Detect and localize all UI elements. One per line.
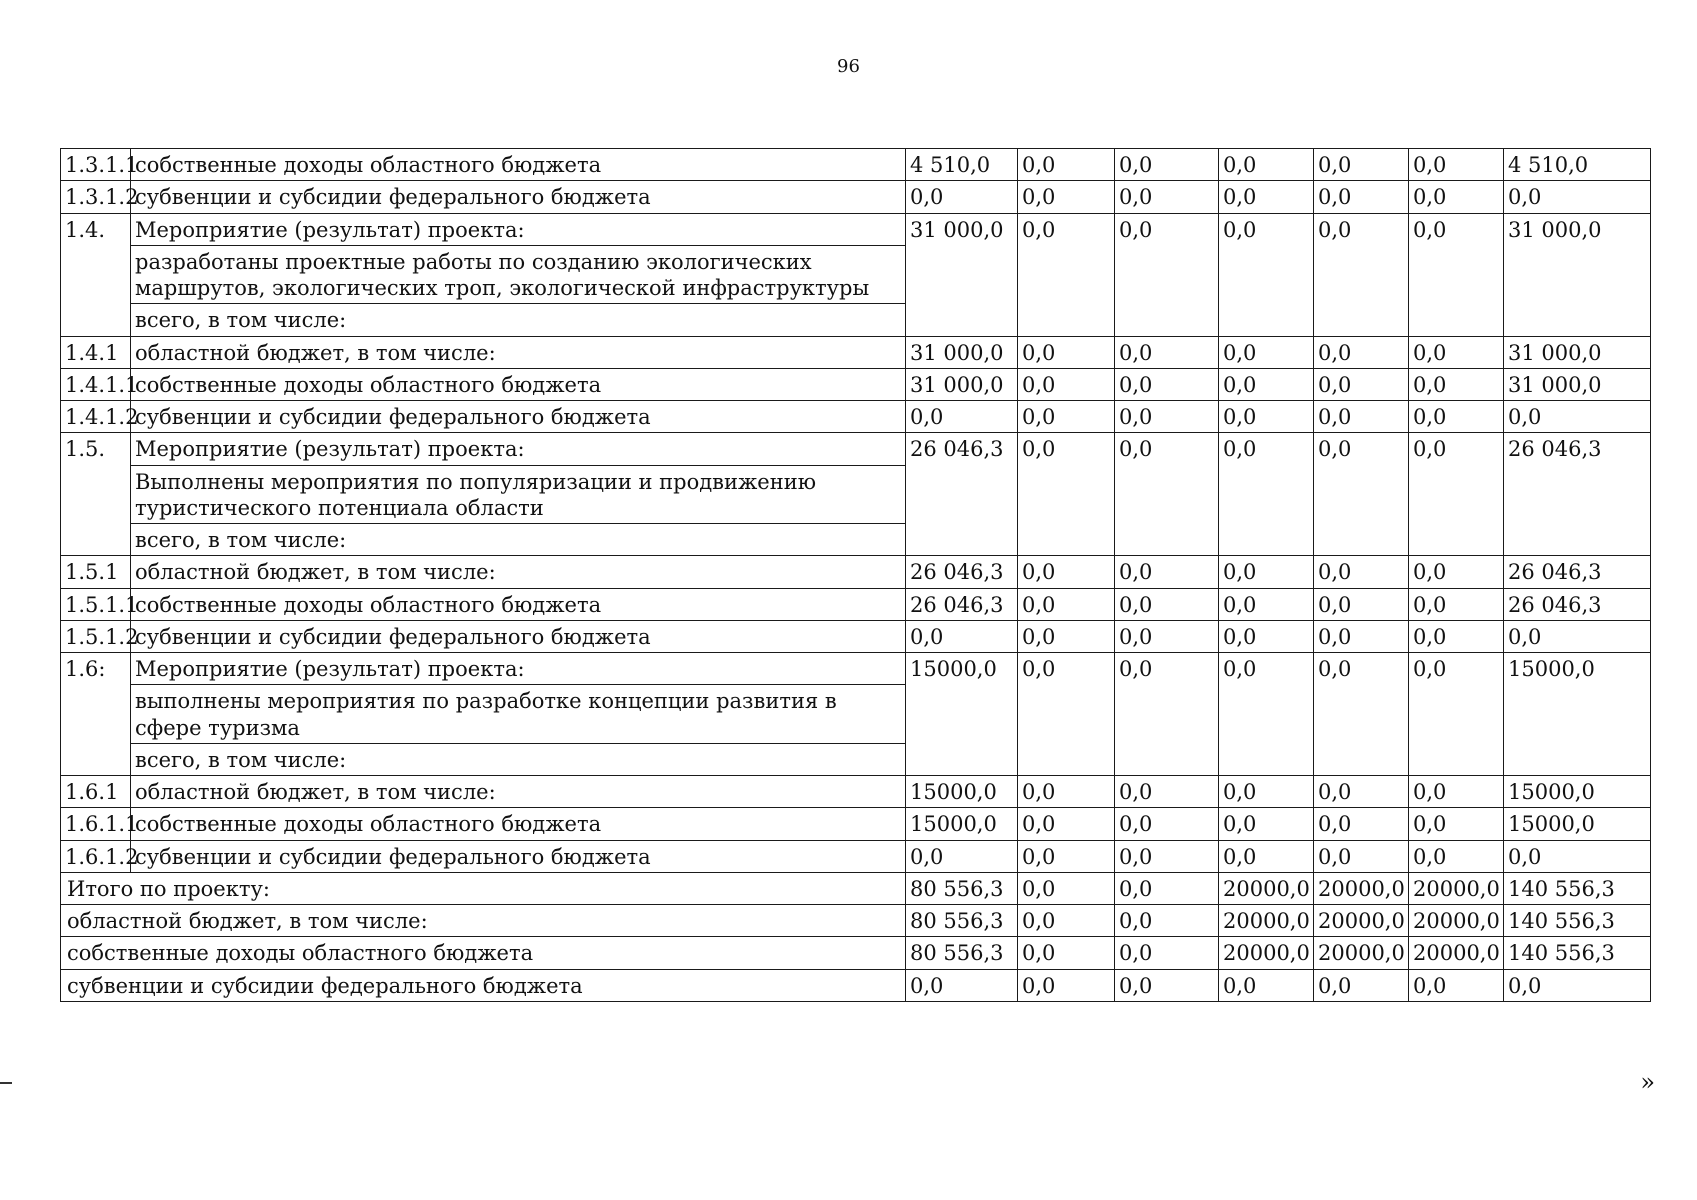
row-value: 31 000,0 — [1504, 213, 1651, 336]
row-value: 0,0 — [1018, 937, 1115, 969]
row-value: 0,0 — [1409, 433, 1504, 556]
table-row — [61, 808, 1651, 840]
row-value: 0,0 — [1115, 872, 1219, 904]
event-description: Выполнены мероприятия по популяризации и продвижению туристического потенциала области — [131, 465, 906, 524]
table-row-event — [61, 433, 1651, 465]
row-code: 1.6.1.2 — [61, 840, 131, 872]
row-value: 0,0 — [1504, 969, 1651, 1001]
table-row — [61, 556, 1651, 588]
row-label: собственные доходы областного бюджета — [131, 588, 906, 620]
row-value: 0,0 — [1115, 213, 1219, 336]
row-value: 0,0 — [1314, 556, 1409, 588]
row-value: 0,0 — [1115, 336, 1219, 368]
row-value: 0,0 — [1314, 368, 1409, 400]
row-value: 0,0 — [1115, 181, 1219, 213]
row-value: 0,0 — [1219, 368, 1314, 400]
row-value: 140 556,3 — [1504, 872, 1651, 904]
table-row — [61, 336, 1651, 368]
row-label: субвенции и субсидии федерального бюджета — [131, 401, 906, 433]
event-description: выполнены мероприятия по разработке концепции развития в сфере туризма — [131, 685, 906, 744]
row-value: 0,0 — [1314, 808, 1409, 840]
row-value: 20000,0 — [1409, 937, 1504, 969]
closing-quote: » — [1640, 1068, 1655, 1096]
row-value: 15000,0 — [1504, 776, 1651, 808]
total-label: областной бюджет, в том числе: — [61, 905, 906, 937]
row-value: 0,0 — [906, 969, 1018, 1001]
row-value: 0,0 — [1115, 969, 1219, 1001]
row-value: 0,0 — [1219, 840, 1314, 872]
row-code: 1.5. — [61, 433, 131, 556]
row-value: 26 046,3 — [1504, 433, 1651, 556]
row-value: 20000,0 — [1314, 905, 1409, 937]
row-value: 0,0 — [1115, 937, 1219, 969]
row-value: 0,0 — [1409, 556, 1504, 588]
table-row-total — [61, 969, 1651, 1001]
row-value: 0,0 — [1409, 776, 1504, 808]
row-value: 26 046,3 — [906, 433, 1018, 556]
row-value: 0,0 — [1115, 401, 1219, 433]
row-value: 140 556,3 — [1504, 937, 1651, 969]
row-value: 0,0 — [1219, 401, 1314, 433]
row-value: 0,0 — [1219, 556, 1314, 588]
event-total-label: всего, в том числе: — [131, 304, 906, 336]
table-body — [61, 149, 1651, 1002]
row-value: 0,0 — [1409, 808, 1504, 840]
row-value: 26 046,3 — [906, 556, 1018, 588]
row-value: 31 000,0 — [906, 336, 1018, 368]
row-value: 0,0 — [1219, 336, 1314, 368]
row-label: собственные доходы областного бюджета — [131, 368, 906, 400]
row-value: 0,0 — [1219, 213, 1314, 336]
row-value: 0,0 — [1018, 872, 1115, 904]
row-value: 0,0 — [906, 620, 1018, 652]
row-value: 20000,0 — [1409, 905, 1504, 937]
table-row — [61, 401, 1651, 433]
event-total-label: всего, в том числе: — [131, 743, 906, 775]
row-value: 0,0 — [1314, 149, 1409, 181]
budget-table — [60, 148, 1651, 1002]
row-value: 0,0 — [1409, 181, 1504, 213]
row-value: 0,0 — [1409, 368, 1504, 400]
row-value: 0,0 — [1018, 336, 1115, 368]
row-value: 15000,0 — [1504, 808, 1651, 840]
row-value: 26 046,3 — [1504, 588, 1651, 620]
row-label: субвенции и субсидии федерального бюджета — [131, 181, 906, 213]
table-row — [61, 368, 1651, 400]
row-value: 140 556,3 — [1504, 905, 1651, 937]
row-value: 20000,0 — [1409, 872, 1504, 904]
total-label: Итого по проекту: — [61, 872, 906, 904]
row-value: 0,0 — [1409, 840, 1504, 872]
row-value: 0,0 — [906, 840, 1018, 872]
row-value: 0,0 — [906, 401, 1018, 433]
row-value: 0,0 — [1314, 969, 1409, 1001]
row-code: 1.4.1.2 — [61, 401, 131, 433]
row-value: 0,0 — [1314, 840, 1409, 872]
row-label: субвенции и субсидии федерального бюджета — [131, 840, 906, 872]
row-value: 0,0 — [1409, 213, 1504, 336]
row-value: 15000,0 — [906, 776, 1018, 808]
row-value: 0,0 — [1018, 556, 1115, 588]
table-row — [61, 149, 1651, 181]
table-row-total — [61, 872, 1651, 904]
row-value: 20000,0 — [1314, 937, 1409, 969]
row-value: 26 046,3 — [1504, 556, 1651, 588]
event-description: разработаны проектные работы по созданию экологических маршрутов, экологических троп, экологической инфраструктуры — [131, 245, 906, 304]
event-total-label: всего, в том числе: — [131, 524, 906, 556]
row-value: 0,0 — [1115, 905, 1219, 937]
row-value: 31 000,0 — [906, 368, 1018, 400]
row-value: 0,0 — [1504, 620, 1651, 652]
row-value: 0,0 — [1409, 336, 1504, 368]
row-value: 0,0 — [1219, 181, 1314, 213]
row-value: 0,0 — [1018, 905, 1115, 937]
table-row — [61, 181, 1651, 213]
row-value: 0,0 — [1314, 401, 1409, 433]
row-code: 1.4.1 — [61, 336, 131, 368]
row-code: 1.5.1.1 — [61, 588, 131, 620]
row-value: 0,0 — [1314, 776, 1409, 808]
row-value: 31 000,0 — [906, 213, 1018, 336]
row-value: 0,0 — [1018, 776, 1115, 808]
row-code: 1.5.1.2 — [61, 620, 131, 652]
row-value: 15000,0 — [906, 653, 1018, 776]
row-value: 4 510,0 — [1504, 149, 1651, 181]
row-value: 0,0 — [1314, 213, 1409, 336]
row-value: 0,0 — [1018, 808, 1115, 840]
row-value: 0,0 — [1314, 433, 1409, 556]
row-value: 0,0 — [1219, 588, 1314, 620]
row-value: 0,0 — [1219, 969, 1314, 1001]
row-value: 0,0 — [1115, 556, 1219, 588]
table-row — [61, 840, 1651, 872]
row-value: 0,0 — [1409, 653, 1504, 776]
row-value: 0,0 — [1219, 776, 1314, 808]
table-row — [61, 620, 1651, 652]
row-label: областной бюджет, в том числе: — [131, 336, 906, 368]
row-code: 1.3.1.2 — [61, 181, 131, 213]
event-heading: Мероприятие (результат) проекта: — [131, 653, 906, 685]
row-code: 1.6: — [61, 653, 131, 776]
row-value: 0,0 — [1504, 840, 1651, 872]
row-value: 0,0 — [1018, 368, 1115, 400]
row-value: 0,0 — [1115, 840, 1219, 872]
row-value: 20000,0 — [1219, 905, 1314, 937]
row-value: 0,0 — [1314, 181, 1409, 213]
row-value: 0,0 — [1409, 620, 1504, 652]
row-value: 0,0 — [1018, 213, 1115, 336]
total-label: собственные доходы областного бюджета — [61, 937, 906, 969]
row-value: 20000,0 — [1219, 872, 1314, 904]
row-value: 0,0 — [1115, 368, 1219, 400]
table-row-total — [61, 937, 1651, 969]
row-value: 0,0 — [1504, 181, 1651, 213]
row-value: 0,0 — [1219, 808, 1314, 840]
row-value: 0,0 — [1018, 653, 1115, 776]
table-row-event — [61, 213, 1651, 245]
row-value: 26 046,3 — [906, 588, 1018, 620]
row-label: субвенции и субсидии федерального бюджета — [131, 620, 906, 652]
row-value: 0,0 — [1314, 588, 1409, 620]
row-value: 0,0 — [1219, 433, 1314, 556]
row-label: собственные доходы областного бюджета — [131, 808, 906, 840]
row-value: 4 510,0 — [906, 149, 1018, 181]
row-value: 80 556,3 — [906, 905, 1018, 937]
total-label: субвенции и субсидии федерального бюджета — [61, 969, 906, 1001]
row-code: 1.4.1.1 — [61, 368, 131, 400]
row-value: 0,0 — [1219, 620, 1314, 652]
row-value: 0,0 — [1504, 401, 1651, 433]
row-code: 1.4. — [61, 213, 131, 336]
row-value: 0,0 — [1018, 588, 1115, 620]
row-value: 80 556,3 — [906, 937, 1018, 969]
row-value: 0,0 — [1018, 620, 1115, 652]
row-code: 1.6.1.1 — [61, 808, 131, 840]
event-heading: Мероприятие (результат) проекта: — [131, 213, 906, 245]
row-value: 0,0 — [1219, 149, 1314, 181]
row-value: 20000,0 — [1219, 937, 1314, 969]
row-value: 0,0 — [1018, 401, 1115, 433]
row-value: 31 000,0 — [1504, 336, 1651, 368]
row-value: 0,0 — [1115, 149, 1219, 181]
row-value: 0,0 — [1018, 840, 1115, 872]
row-value: 15000,0 — [1504, 653, 1651, 776]
row-value: 0,0 — [1018, 181, 1115, 213]
row-value: 0,0 — [1115, 808, 1219, 840]
row-value: 0,0 — [1219, 653, 1314, 776]
event-heading: Мероприятие (результат) проекта: — [131, 433, 906, 465]
row-value: 80 556,3 — [906, 872, 1018, 904]
page-number: 96 — [837, 56, 860, 77]
row-value: 0,0 — [1115, 620, 1219, 652]
row-value: 0,0 — [1018, 433, 1115, 556]
row-value: 0,0 — [1409, 401, 1504, 433]
row-value: 0,0 — [1409, 149, 1504, 181]
row-value: 0,0 — [1314, 620, 1409, 652]
table-row — [61, 588, 1651, 620]
row-value: 20000,0 — [1314, 872, 1409, 904]
row-value: 0,0 — [1314, 336, 1409, 368]
row-code: 1.5.1 — [61, 556, 131, 588]
row-value: 0,0 — [1314, 653, 1409, 776]
row-value: 0,0 — [1409, 969, 1504, 1001]
row-label: областной бюджет, в том числе: — [131, 556, 906, 588]
table-row-event — [61, 653, 1651, 685]
margin-dash — [0, 1082, 12, 1084]
row-value: 0,0 — [1115, 433, 1219, 556]
row-value: 0,0 — [1018, 969, 1115, 1001]
row-value: 0,0 — [906, 181, 1018, 213]
row-label: областной бюджет, в том числе: — [131, 776, 906, 808]
row-value: 0,0 — [1409, 588, 1504, 620]
row-code: 1.6.1 — [61, 776, 131, 808]
row-value: 15000,0 — [906, 808, 1018, 840]
row-value: 0,0 — [1115, 653, 1219, 776]
table-row — [61, 776, 1651, 808]
row-value: 0,0 — [1115, 776, 1219, 808]
table-row-total — [61, 905, 1651, 937]
row-value: 0,0 — [1115, 588, 1219, 620]
row-value: 0,0 — [1018, 149, 1115, 181]
row-code: 1.3.1.1 — [61, 149, 131, 181]
row-label: собственные доходы областного бюджета — [131, 149, 906, 181]
row-value: 31 000,0 — [1504, 368, 1651, 400]
